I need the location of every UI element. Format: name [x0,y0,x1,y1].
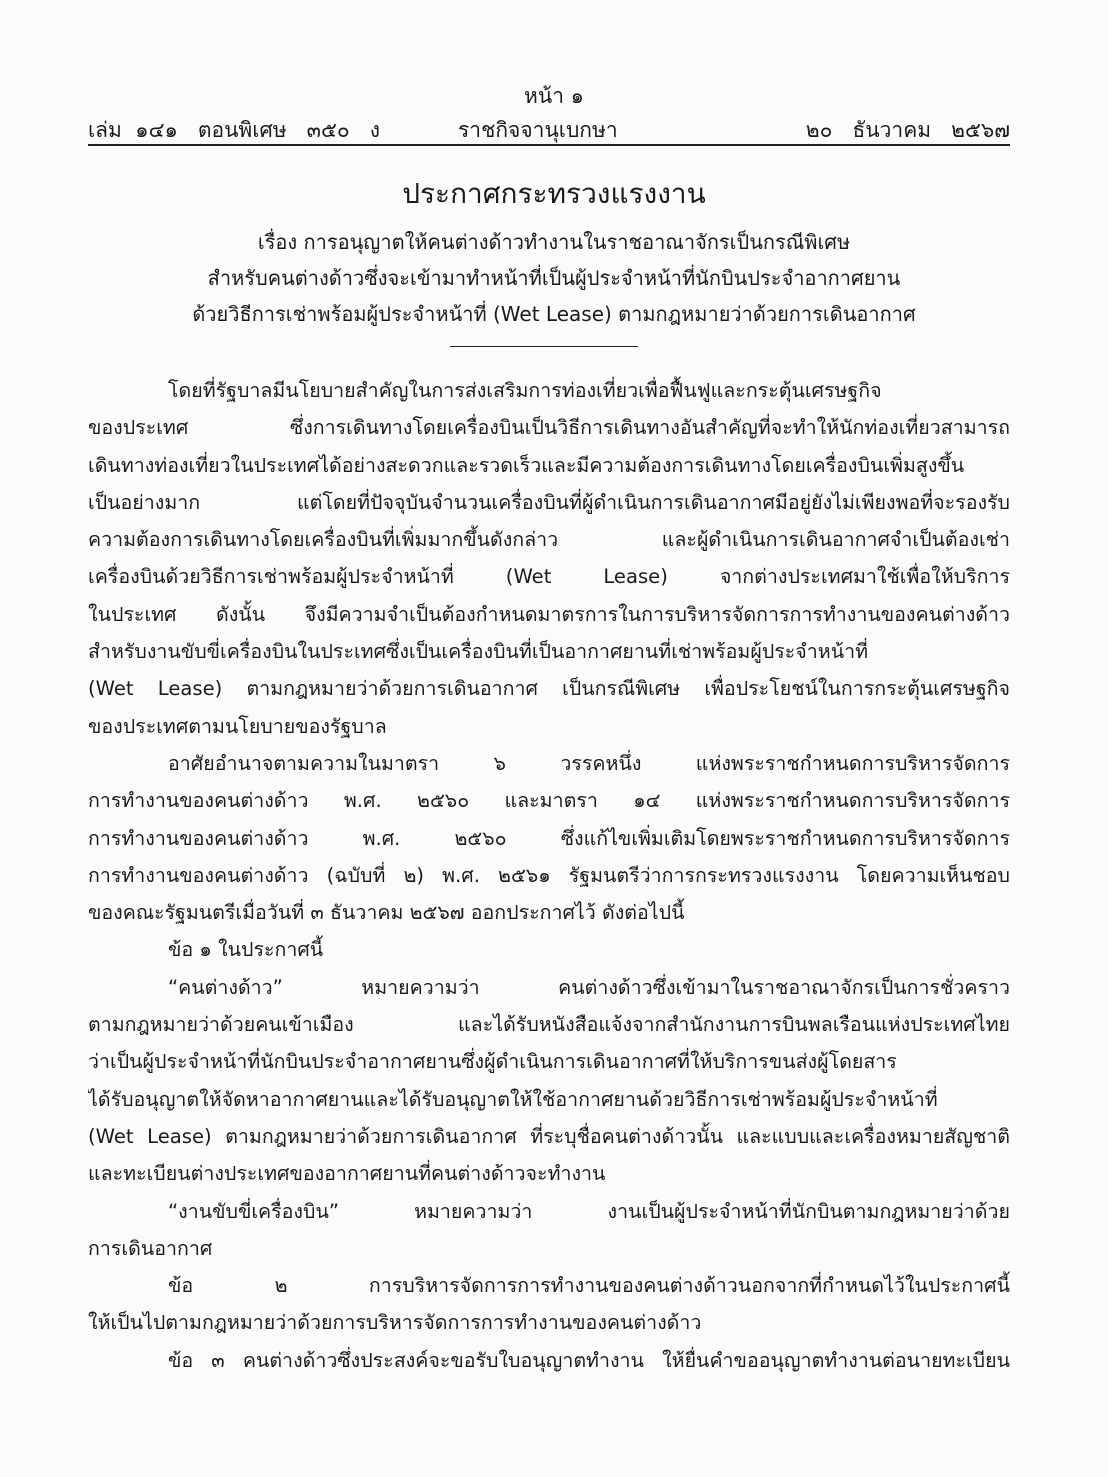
header-rule [88,144,1010,146]
body-line: เดินทางท่องเที่ยวในประเทศได้อย่างสะดวกและรวดเร็วและมีความต้องการเดินทางโดยเครื่องบินเพิ่มสูงขึ้น [88,453,965,477]
body-line: โดยที่รัฐบาลมีนโยบายสำคัญในการส่งเสริมการท่องเที่ยวเพื่อฟื้นฟูและกระตุ้นเศรษฐกิจ [168,379,882,402]
gazette-header [88,114,1010,144]
body-line: การทำงานของคนต่างด้าว พ.ศ. ๒๕๖๐ ซึ่งแก้ไขเพิ่มเติมโดยพระราชกำหนดการบริหารจัดการ [88,826,1010,850]
body-line: ของประเทศตามนโยบายของรัฐบาล [88,714,387,738]
body-line: การทำงานของคนต่างด้าว พ.ศ. ๒๕๖๐ และมาตรา ๑๔ แห่งพระราชกำหนดการบริหารจัดการ [88,789,1010,813]
body-line: “คนต่างด้าว” หมายความว่า คนต่างด้าวซึ่งเข้ามาในราชอาณาจักรเป็นการชั่วคราว [168,975,1010,999]
body-line: เป็นอย่างมาก แต่โดยที่ปัจจุบันจำนวนเครื่องบินที่ผู้ดำเนินการเดินอากาศมีอยู่ยังไม่เพียงพอที่จะรองรับ [88,490,1010,514]
body-line: (Wet Lease) ตามกฎหมายว่าด้วยการเดินอากาศ ที่ระบุชื่อคนต่างด้าวนั้น และแบบและเครื่องหมายสัญชาติ [88,1124,1010,1148]
announcement-body [88,372,1010,1379]
body-line: ในประเทศ ดังนั้น จึงมีความจำเป็นต้องกำหนดมาตรการในการบริหารจัดการการทำงานของคนต่างด้าว [88,602,1010,626]
body-line: ข้อ ๓ คนต่างด้าวซึ่งประสงค์จะขอรับใบอนุญาตทำงาน ให้ยื่นคำขออนุญาตทำงานต่อนายทะเบียน [168,1348,1010,1372]
page-number: หน้า ๑ [524,84,584,108]
body-line: “งานขับขี่เครื่องบิน” หมายความว่า งานเป็นผู้ประจำหน้าที่นักบินตามกฎหมายว่าด้วย [168,1199,1010,1223]
body-line: ความต้องการเดินทางโดยเครื่องบินที่เพิ่มมากขึ้นดังกล่าว และผู้ดำเนินการเดินอากาศจำเป็นต้องเช่า [88,528,1010,552]
subject-line: เรื่อง การอนุญาตให้คนต่างด้าวทำงานในราชอาณาจักรเป็นกรณีพิเศษ [257,230,851,254]
body-line: ได้รับอนุญาตให้จัดหาอากาศยานและได้รับอนุญาตให้ใช้อากาศยานด้วยวิธีการเช่าพร้อมผู้ประจำหน้าที่ [88,1087,938,1111]
body-line: ให้เป็นไปตามกฎหมายว่าด้วยการบริหารจัดการการทำงานของคนต่างด้าว [88,1311,702,1335]
body-line: ข้อ ๒ การบริหารจัดการการทำงานของคนต่างด้าวนอกจากที่กำหนดไว้ในประกาศนี้ [168,1274,1010,1298]
publication-date: ๒๐ ธันวาคม ๒๕๖๗ [805,118,1010,142]
clause-heading: ข้อ ๑ ในประกาศนี้ [168,938,324,962]
subject-line: ด้วยวิธีการเช่าพร้อมผู้ประจำหน้าที่ (Wet Lease) ตามกฎหมายว่าด้วยการเดินอากาศ [192,302,916,326]
body-line: การเดินอากาศ [88,1236,213,1260]
subject-line: สำหรับคนต่างด้าวซึ่งจะเข้ามาทำหน้าที่เป็นผู้ประจำหน้าที่นักบินประจำอากาศยาน [207,266,901,290]
volume-issue: เล่ม ๑๔๑ ตอนพิเศษ ๓๕๐ ง [88,118,380,142]
body-line: สำหรับงานขับขี่เครื่องบินในประเทศซึ่งเป็นเครื่องบินที่เป็นอากาศยานที่เช่าพร้อมผู้ประจำหน้าที่ [88,640,869,664]
body-line: อาศัยอำนาจตามความในมาตรา ๖ วรรคหนึ่ง แห่งพระราชกำหนดการบริหารจัดการ [168,751,1010,775]
body-line: เครื่องบินด้วยวิธีการเช่าพร้อมผู้ประจำหน้าที่ (Wet Lease) จากต่างประเทศมาใช้เพื่อให้บริการ [88,565,1010,589]
body-line: การทำงานของคนต่างด้าว (ฉบับที่ ๒) พ.ศ. ๒๕๖๑ รัฐมนตรีว่าการกระทรวงแรงงาน โดยความเห็นชอบ [88,863,1010,887]
body-line: และทะเบียนต่างประเทศของอากาศยานที่คนต่างด้าวจะทำงาน [88,1162,606,1186]
body-line: ตามกฎหมายว่าด้วยคนเข้าเมือง และได้รับหนังสือแจ้งจากสำนักงานการบินพลเรือนแห่งประเทศไทย [88,1013,1010,1037]
body-line: ว่าเป็นผู้ประจำหน้าที่นักบินประจำอากาศยานซึ่งผู้ดำเนินการเดินอากาศที่ให้บริการขนส่งผู้โดยสาร [88,1050,897,1074]
title-divider [450,346,638,347]
body-line: (Wet Lease) ตามกฎหมายว่าด้วยการเดินอากาศ เป็นกรณีพิเศษ เพื่อประโยชน์ในการกระตุ้นเศรษฐกิจ [88,677,1010,701]
announcement-title: ประกาศกระทรวงแรงงาน [402,177,706,210]
gazette-name: ราชกิจจานุเบกษา [458,118,618,142]
body-line: ของประเทศ ซึ่งการเดินทางโดยเครื่องบินเป็นวิธีการเดินทางอันสำคัญที่จะทำให้นักท่องเที่ยวสามารถ [88,416,1010,440]
body-line: ของคณะรัฐมนตรีเมื่อวันที่ ๓ ธันวาคม ๒๕๖๗ ออกประกาศไว้ ดังต่อไปนี้ [88,901,685,925]
